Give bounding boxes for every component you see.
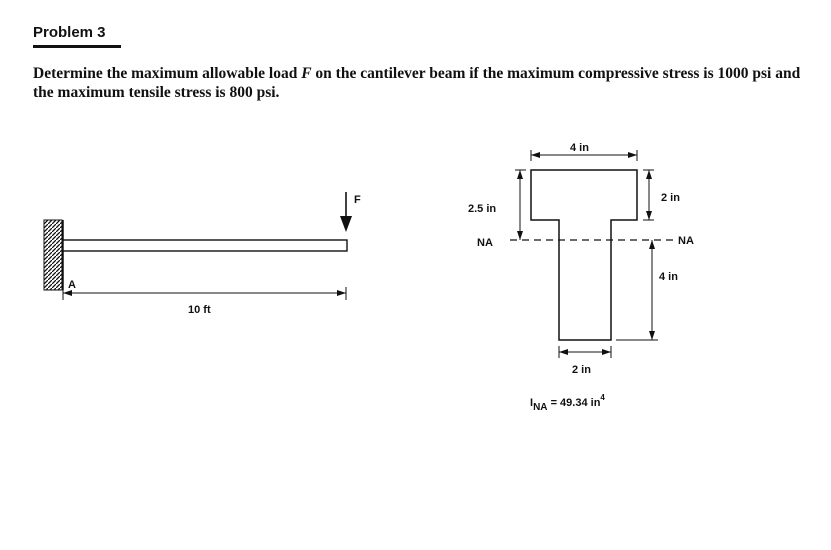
length-label: 10 ft (188, 304, 211, 316)
web-width-dimension (559, 346, 611, 358)
na-to-bottom-label: 4 in (659, 271, 678, 283)
inertia-subscript: NA (533, 402, 548, 413)
na-label-left: NA (477, 237, 493, 249)
support-label: A (68, 279, 76, 291)
inertia-label (530, 393, 605, 413)
t-section-outline (531, 170, 637, 340)
fixed-wall-support (44, 220, 62, 290)
t-section-diagram (468, 142, 694, 413)
length-dimension (63, 287, 346, 300)
flange-width-label: 4 in (570, 142, 589, 154)
cantilever-beam-diagram (44, 192, 361, 316)
load-label: F (354, 194, 361, 206)
flange-thickness-label: 2 in (661, 192, 680, 204)
top-to-na-label: 2.5 in (468, 203, 497, 215)
top-to-na-dimension (515, 170, 526, 240)
flange-thickness-dimension (643, 170, 654, 220)
statement-text-2: on the cantilever beam if the maximum compressive stress is 1000 psi and the maximum tensile stress is 800 psi. (33, 65, 801, 101)
inertia-exponent: 4 (600, 393, 605, 402)
statement-text-1: Determine the maximum allowable load (33, 65, 302, 82)
beam-body (63, 240, 347, 251)
problem-title: Problem 3 (33, 24, 106, 41)
na-to-bottom-dimension (616, 240, 658, 340)
statement-variable: F (301, 65, 312, 82)
web-width-label: 2 in (572, 364, 591, 376)
na-label-right: NA (678, 235, 694, 247)
inertia-value: = 49.34 in (547, 397, 601, 409)
load-arrow-icon (340, 192, 352, 232)
inertia-symbol: I (530, 397, 534, 409)
